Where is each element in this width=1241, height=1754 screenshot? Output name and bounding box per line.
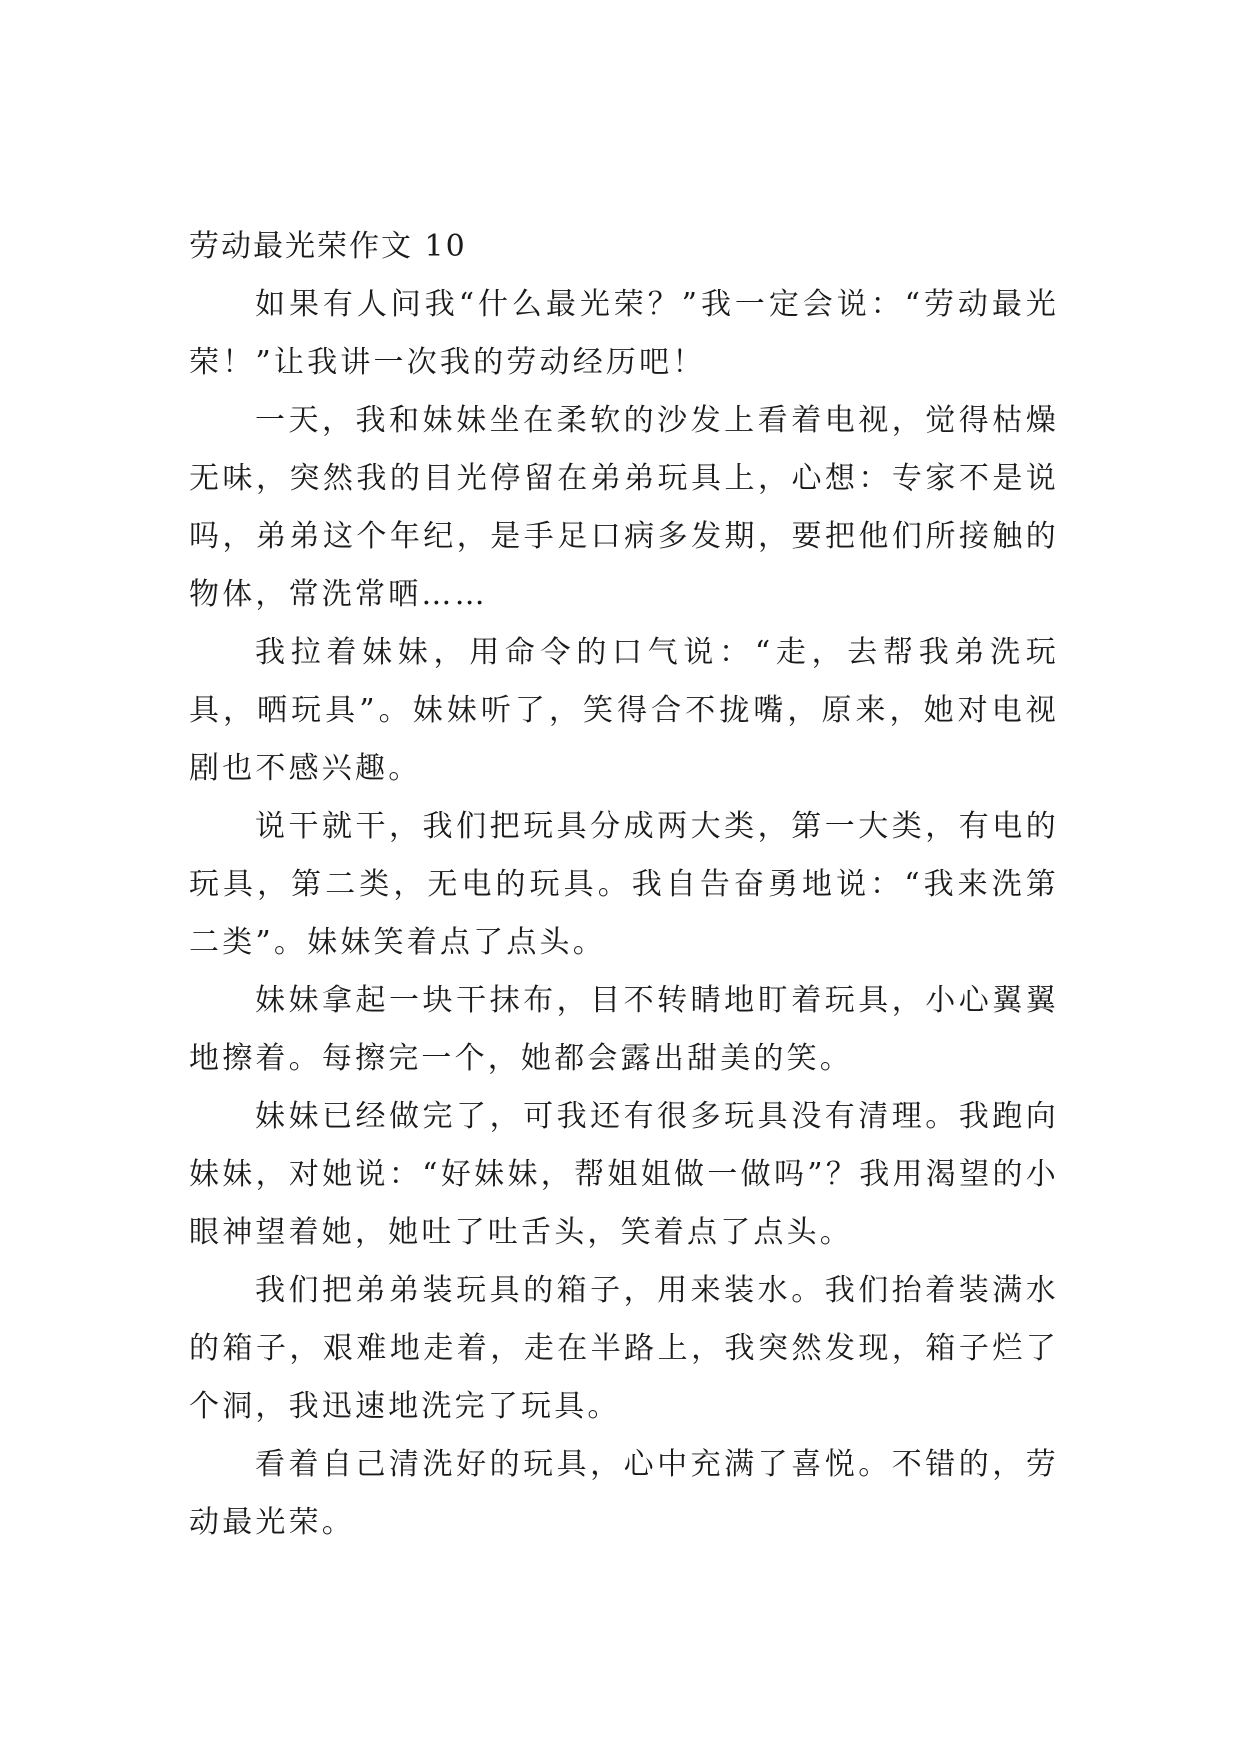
essay-paragraph-7: 我们把弟弟装玩具的箱子，用来装水。我们抬着装满水的箱子，艰难地走着，走在半路上，我突然发现，箱子烂了个洞，我迅速地洗完了玩具。 [189, 1273, 1059, 1424]
essay-paragraph-1: 如果有人问我“什么最光荣？”我一定会说：“劳动最光荣！”让我讲一次我的劳动经历吧！ [189, 287, 1059, 380]
essay-paragraph-6: 妹妹已经做完了，可我还有很多玩具没有清理。我跑向妹妹，对她说：“好妹妹，帮姐姐做一做吗”？我用渴望的小眼神望着她，她吐了吐舌头，笑着点了点头。 [189, 1099, 1059, 1250]
essay-paragraph-8: 看着自己清洗好的玩具，心中充满了喜悦。不错的，劳动最光荣。 [189, 1447, 1059, 1540]
essay-paragraph-4: 说干就干，我们把玩具分成两大类，第一大类，有电的玩具，第二类，无电的玩具。我自告奋勇地说：“我来洗第二类”。妹妹笑着点了点头。 [189, 809, 1059, 960]
essay-title: 劳动最光荣作文 10 [189, 229, 467, 264]
essay-paragraph-5: 妹妹拿起一块干抹布，目不转睛地盯着玩具，小心翼翼地擦着。每擦完一个，她都会露出甜美的笑。 [189, 983, 1059, 1076]
essay-paragraph-3: 我拉着妹妹，用命令的口气说：“走，去帮我弟洗玩具，晒玩具”。妹妹听了，笑得合不拢嘴，原来，她对电视剧也不感兴趣。 [189, 635, 1059, 786]
essay-paragraph-2: 一天，我和妹妹坐在柔软的沙发上看着电视，觉得枯燥无味，突然我的目光停留在弟弟玩具上，心想：专家不是说吗，弟弟这个年纪，是手足口病多发期，要把他们所接触的物体，常洗常晒…… [189, 403, 1059, 612]
essay-body [189, 218, 1059, 1552]
